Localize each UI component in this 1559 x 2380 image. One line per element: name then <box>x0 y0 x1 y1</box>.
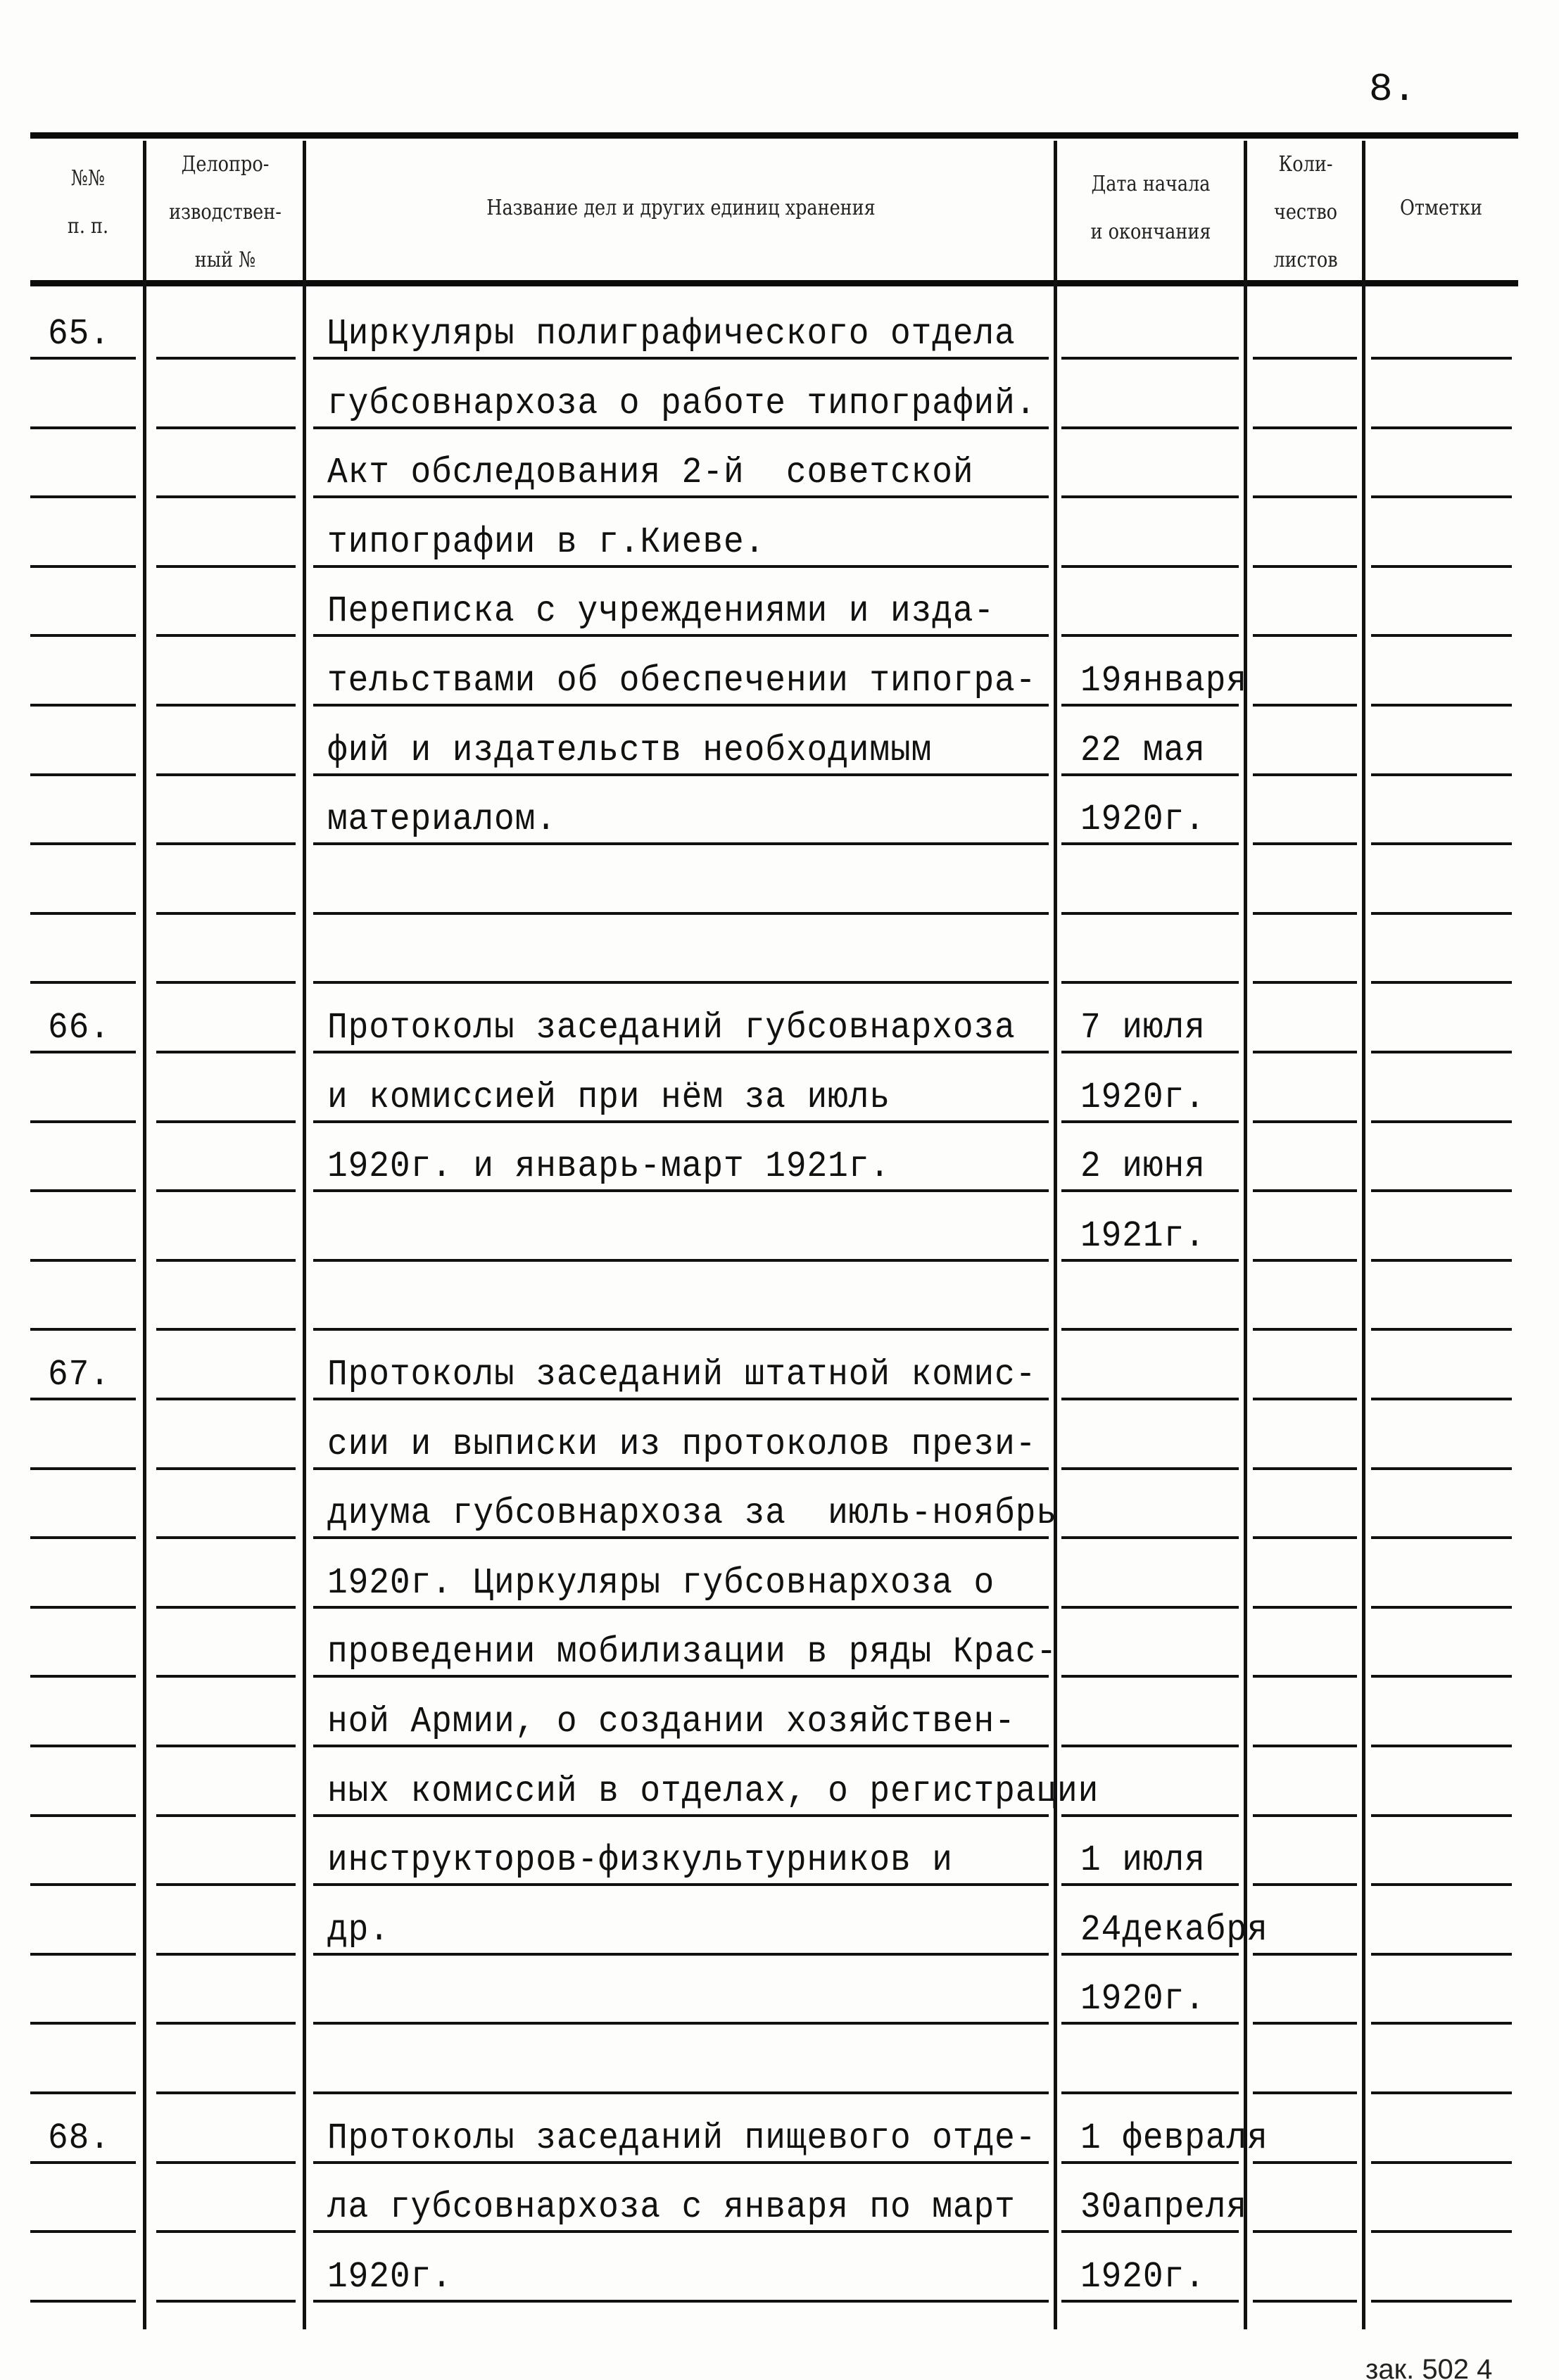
ruled-line <box>156 2300 296 2303</box>
item-title-line: др. <box>327 1909 390 1951</box>
page-number: 8. <box>1369 67 1417 112</box>
ruled-line <box>1371 2022 1512 2025</box>
ruled-line <box>30 2230 136 2233</box>
item-title-line: проведении мобилизации в ряды Крас- <box>327 1631 1058 1673</box>
ruled-line <box>1253 1467 1357 1470</box>
ruled-line <box>1371 1120 1512 1123</box>
ruled-line <box>156 1259 296 1262</box>
ruled-line <box>313 912 1049 915</box>
ruled-line <box>1253 912 1357 915</box>
ruled-line <box>1253 1189 1357 1192</box>
header-text: Дата начала <box>1091 172 1211 196</box>
ruled-line <box>30 565 136 568</box>
ruled-line <box>30 357 136 360</box>
ruled-line <box>1061 1120 1239 1123</box>
ruled-line <box>30 634 136 637</box>
header-text: и окончания <box>1090 220 1211 244</box>
item-title-line: Протоколы заседаний губсовнархоза <box>327 1007 1016 1049</box>
ruled-line <box>1253 1745 1357 1747</box>
ruled-line <box>1371 1883 1512 1886</box>
ruled-line <box>313 981 1049 984</box>
ruled-line <box>30 1606 136 1609</box>
ruled-line <box>156 2161 296 2164</box>
item-date: 7 июля <box>1080 1007 1206 1049</box>
ruled-line <box>1061 1467 1239 1470</box>
item-date: 30апреля <box>1080 2186 1248 2228</box>
print-order-note: зак. 502 4 <box>1365 2354 1493 2380</box>
item-number: 68. <box>48 2118 111 2159</box>
ruled-line <box>1253 1883 1357 1886</box>
ruled-line <box>313 773 1049 776</box>
ruled-line <box>156 1953 296 1956</box>
ruled-line <box>1061 1675 1239 1678</box>
item-date: 22 мая <box>1080 730 1206 771</box>
ruled-line <box>1253 1328 1357 1331</box>
ruled-line <box>1253 1259 1357 1262</box>
ruled-line <box>313 1051 1049 1053</box>
ruled-line <box>30 2300 136 2303</box>
ruled-line <box>313 1745 1049 1747</box>
ruled-line <box>156 704 296 707</box>
ruled-line <box>30 2091 136 2094</box>
ruled-line <box>1253 704 1357 707</box>
ruled-line <box>156 1398 296 1400</box>
item-date: 1920г. <box>1080 1077 1206 1118</box>
ruled-line <box>313 2091 1049 2094</box>
ruled-line <box>1253 565 1357 568</box>
ruled-line <box>1061 842 1239 845</box>
ruled-line <box>1061 1259 1239 1262</box>
ruled-line <box>156 842 296 845</box>
item-title-line: инструкторов-физкультурников и <box>327 1840 953 1881</box>
ruled-line <box>1253 1606 1357 1609</box>
header-col-dates <box>1073 160 1229 256</box>
ruled-line <box>1371 1536 1512 1539</box>
ruled-line <box>1253 1398 1357 1400</box>
ruled-line <box>313 842 1049 845</box>
ruled-line <box>30 1120 136 1123</box>
ruled-line <box>1061 1051 1239 1053</box>
ruled-line <box>313 1398 1049 1400</box>
header-text: Коли- <box>1278 152 1333 177</box>
header-text: №№ <box>70 166 106 191</box>
ruled-line <box>30 426 136 429</box>
column-divider <box>303 141 306 2329</box>
ruled-line <box>30 1883 136 1886</box>
item-title-line: сии и выписки из протоколов прези- <box>327 1424 1037 1465</box>
ruled-line <box>1061 565 1239 568</box>
ruled-line <box>30 1328 136 1331</box>
ruled-line <box>1371 912 1512 915</box>
header-text: листов <box>1273 248 1338 272</box>
item-number: 67. <box>48 1354 111 1395</box>
ruled-line <box>1371 1953 1512 1956</box>
ruled-line <box>156 565 296 568</box>
ruled-line <box>1253 1675 1357 1678</box>
ruled-line <box>1371 1328 1512 1331</box>
ruled-line <box>1371 1814 1512 1817</box>
ruled-line <box>1061 1953 1239 1956</box>
ruled-line <box>1061 1814 1239 1817</box>
ruled-line <box>1253 981 1357 984</box>
ruled-line <box>313 2022 1049 2025</box>
item-date: 19января <box>1080 660 1248 702</box>
column-divider <box>143 141 146 2329</box>
ruled-line <box>1371 495 1512 498</box>
ruled-line <box>156 426 296 429</box>
ruled-line <box>30 2022 136 2025</box>
ruled-line <box>1061 1883 1239 1886</box>
ruled-line <box>1061 773 1239 776</box>
ruled-line <box>1253 2022 1357 2025</box>
ruled-line <box>1253 1051 1357 1053</box>
ruled-line <box>1371 426 1512 429</box>
ruled-line <box>1371 1051 1512 1053</box>
ruled-line <box>1371 1745 1512 1747</box>
item-title-line: ной Армии, о создании хозяйствен- <box>327 1701 1016 1742</box>
header-top-rule <box>30 132 1518 139</box>
ruled-line <box>1371 1675 1512 1678</box>
ruled-line <box>156 981 296 984</box>
ruled-line <box>156 1675 296 1678</box>
item-title-line: тельствами об обеспечении типогра- <box>327 660 1037 702</box>
ruled-line <box>313 1606 1049 1609</box>
ruled-line <box>156 357 296 360</box>
ruled-line <box>156 1120 296 1123</box>
ruled-line <box>1371 704 1512 707</box>
item-date: 24декабря <box>1080 1909 1268 1951</box>
ruled-line <box>1253 1953 1357 1956</box>
ruled-line <box>313 2230 1049 2233</box>
item-date: 1 февраля <box>1080 2118 1268 2159</box>
ruled-line <box>30 912 136 915</box>
ruled-line <box>1371 2300 1512 2303</box>
ruled-line <box>1253 426 1357 429</box>
header-text: изводствен- <box>169 200 282 224</box>
ruled-line <box>1253 2091 1357 2094</box>
item-title-line: фий и издательств необходимым <box>327 730 933 771</box>
ruled-line <box>1061 1328 1239 1331</box>
item-title-line: 1920г. Циркуляры губсовнархоза о <box>327 1562 995 1604</box>
ruled-line <box>1061 2230 1239 2233</box>
ruled-line <box>313 1675 1049 1678</box>
ruled-line <box>1371 2161 1512 2164</box>
header-col-number <box>43 155 133 251</box>
item-title-line: диума губсовнархоза за июль-ноябрь <box>327 1493 1058 1534</box>
ruled-line <box>1253 495 1357 498</box>
item-title-line: 1920г. <box>327 2256 453 2298</box>
ruled-line <box>1371 1189 1512 1192</box>
ruled-line <box>156 2230 296 2233</box>
ruled-line <box>30 1467 136 1470</box>
ruled-line <box>156 2091 296 2094</box>
ruled-line <box>1061 2161 1239 2164</box>
header-text: чество <box>1273 200 1338 224</box>
ruled-line <box>30 1051 136 1053</box>
ruled-line <box>156 1467 296 1470</box>
item-title-line: ла губсовнархоза с января по март <box>327 2186 1016 2228</box>
ruled-line <box>1061 1745 1239 1747</box>
ruled-line <box>313 1189 1049 1192</box>
ruled-line <box>1371 1259 1512 1262</box>
item-title-line: материалом. <box>327 799 557 840</box>
header-col-title: Название дел и других единиц хранения <box>486 196 876 220</box>
ruled-line <box>313 1328 1049 1331</box>
ruled-line <box>1253 2161 1357 2164</box>
header-text: ный № <box>194 248 256 272</box>
ruled-line <box>313 426 1049 429</box>
ruled-line <box>30 2161 136 2164</box>
ruled-line <box>313 1467 1049 1470</box>
ruled-line <box>30 1536 136 1539</box>
ruled-line <box>313 565 1049 568</box>
ruled-line <box>1371 2230 1512 2233</box>
ruled-line <box>1061 1606 1239 1609</box>
ruled-line <box>313 2161 1049 2164</box>
header-col-sheets <box>1258 141 1353 284</box>
ruled-line <box>313 495 1049 498</box>
ruled-line <box>156 1189 296 1192</box>
ruled-line <box>156 495 296 498</box>
header-col-office-number <box>160 141 291 284</box>
ruled-line <box>1253 1536 1357 1539</box>
ruled-line <box>1371 842 1512 845</box>
ruled-line <box>1061 704 1239 707</box>
ruled-line <box>1371 981 1512 984</box>
column-divider <box>1362 141 1365 2329</box>
ruled-line <box>1371 565 1512 568</box>
ruled-line <box>1061 357 1239 360</box>
ruled-line <box>156 1328 296 1331</box>
ruled-line <box>1253 634 1357 637</box>
ruled-line <box>156 912 296 915</box>
item-date: 1920г. <box>1080 2256 1206 2298</box>
ruled-line <box>313 1120 1049 1123</box>
column-divider <box>1244 141 1247 2329</box>
item-title-line: Протоколы заседаний штатной комис- <box>327 1354 1037 1395</box>
item-title-line: губсовнархоза о работе типографий. <box>327 383 1037 424</box>
ruled-line <box>313 2300 1049 2303</box>
ruled-line <box>30 773 136 776</box>
ruled-line <box>1061 2300 1239 2303</box>
item-title-line: типографии в г.Киеве. <box>327 521 766 563</box>
ruled-line <box>1061 1398 1239 1400</box>
ruled-line <box>30 1675 136 1678</box>
ruled-line <box>156 773 296 776</box>
ruled-line <box>1253 773 1357 776</box>
ruled-line <box>156 1536 296 1539</box>
ruled-line <box>30 981 136 984</box>
item-title-line: Акт обследования 2-й советской <box>327 452 974 493</box>
header-col-notes: Отметки <box>1400 196 1482 220</box>
ruled-line <box>156 1606 296 1609</box>
ruled-line <box>1371 1606 1512 1609</box>
ruled-line <box>156 1051 296 1053</box>
ruled-line <box>1061 1189 1239 1192</box>
ruled-line <box>30 1189 136 1192</box>
item-date: 1920г. <box>1080 1978 1206 2020</box>
ruled-line <box>30 1745 136 1747</box>
ruled-line <box>156 634 296 637</box>
ruled-line <box>1061 981 1239 984</box>
header-text: Делопро- <box>181 152 270 177</box>
ruled-line <box>1253 1120 1357 1123</box>
item-number: 65. <box>48 313 111 355</box>
ruled-line <box>156 1883 296 1886</box>
ruled-line <box>156 1814 296 1817</box>
item-title-line: ных комиссий в отделах, о регистрации <box>327 1771 1099 1812</box>
ruled-line <box>1061 634 1239 637</box>
ruled-line <box>1371 1398 1512 1400</box>
ruled-line <box>1253 842 1357 845</box>
ruled-line <box>1061 2022 1239 2025</box>
ruled-line <box>156 1745 296 1747</box>
ruled-line <box>156 2022 296 2025</box>
item-title-line: 1920г. и январь-март 1921г. <box>327 1146 890 1187</box>
ruled-line <box>1253 1814 1357 1817</box>
ruled-line <box>30 1398 136 1400</box>
header-text: п. п. <box>67 214 109 239</box>
ruled-line <box>313 634 1049 637</box>
item-number: 66. <box>48 1007 111 1049</box>
column-divider <box>1054 141 1057 2329</box>
ruled-line <box>30 704 136 707</box>
ruled-line <box>1253 357 1357 360</box>
ruled-line <box>1061 1536 1239 1539</box>
ruled-line <box>30 495 136 498</box>
ruled-line <box>1371 357 1512 360</box>
item-title-line: Переписка с учреждениями и изда- <box>327 590 995 632</box>
ruled-line <box>1371 773 1512 776</box>
item-date: 2 июня <box>1080 1146 1206 1187</box>
ruled-line <box>30 1814 136 1817</box>
ruled-line <box>30 842 136 845</box>
item-date: 1 июля <box>1080 1840 1206 1881</box>
ruled-line <box>30 1953 136 1956</box>
ruled-line <box>313 1883 1049 1886</box>
ruled-line <box>1371 2091 1512 2094</box>
item-title-line: Циркуляры полиграфического отдела <box>327 313 1016 355</box>
ruled-line <box>1371 634 1512 637</box>
ruled-line <box>1061 2091 1239 2094</box>
ruled-line <box>313 1953 1049 1956</box>
ruled-line <box>313 1259 1049 1262</box>
item-date: 1921г. <box>1080 1215 1206 1257</box>
ruled-line <box>1061 495 1239 498</box>
ruled-line <box>1253 2230 1357 2233</box>
ruled-line <box>1253 2300 1357 2303</box>
item-date: 1920г. <box>1080 799 1206 840</box>
ruled-line <box>313 1536 1049 1539</box>
ruled-line <box>1371 1467 1512 1470</box>
ruled-line <box>313 704 1049 707</box>
ruled-line <box>313 1814 1049 1817</box>
item-title-line: Протоколы заседаний пищевого отде- <box>327 2118 1037 2159</box>
ruled-line <box>30 1259 136 1262</box>
ruled-line <box>1061 912 1239 915</box>
ruled-line <box>313 357 1049 360</box>
item-title-line: и комиссией при нём за июль <box>327 1077 890 1118</box>
ruled-line <box>1061 426 1239 429</box>
